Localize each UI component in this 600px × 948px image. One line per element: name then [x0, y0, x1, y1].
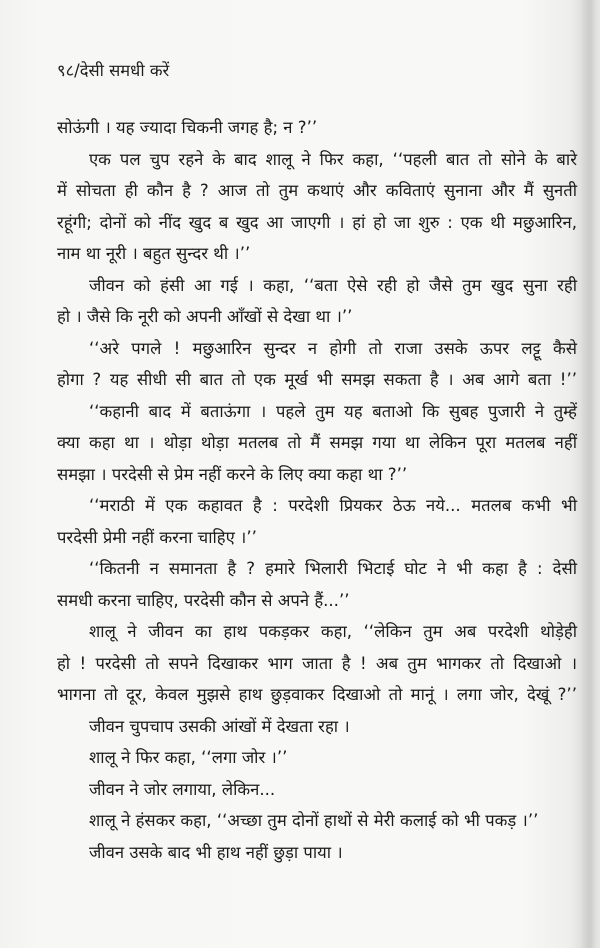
- text-line: जीवन को हंसी आ गई । कहा, ‘‘बता ऐसे रही हो जैसे तुम खुद सुना रही: [89, 275, 577, 295]
- text-line: समझा । परदेसी से प्रेम नहीं करने के लिए क्या कहा था ?’’: [57, 464, 408, 484]
- text-line: जीवन ने जोर लगाया, लेकिन...: [89, 779, 276, 799]
- text-line: भागना तो दूर, केवल मुझसे हाथ छुड़वाकर दिखाओ तो मानूं । लगा जोर, देखूं ?’’: [57, 685, 577, 704]
- page-gutter-shadow: [580, 0, 600, 948]
- text-line: होगा ? यह सीधी सी बात तो एक मूर्ख भी समझ सकता है । अब आगे बता !’’: [57, 370, 577, 389]
- body-text: [57, 112, 577, 868]
- text-line: में सोचता ही कौन है ? आज तो तुम कथाएं और कविताएं सुनाना और मैं सुनती: [57, 181, 577, 200]
- text-line: ‘‘अरे पगले ! मछुआरिन सुन्दर न होगी तो राजा उसके ऊपर लट्टू कैसे: [89, 338, 577, 358]
- text-line: नाम था नूरी । बहुत सुन्दर थी ।’’: [57, 244, 251, 263]
- text-line: क्या कहा था । थोड़ा थोड़ा मतलब तो मैं समझ गया था लेकिन पूरा मतलब नहीं: [57, 433, 577, 452]
- text-line: सोऊंगी । यह ज्यादा चिकनी जगह है; न ?’’: [57, 118, 318, 137]
- running-head: ९८/देसी समधी करें: [57, 61, 170, 80]
- text-line: ‘‘मराठी में एक कहावत है : परदेशी प्रियकर ठेऊ नये... मतलब कभी भी: [89, 496, 577, 515]
- text-line: शालू ने हंसकर कहा, ‘‘अच्छा तुम दोनों हाथों से मेरी कलाई को भी पकड़ ।’’: [89, 811, 539, 830]
- text-line: समधी करना चाहिए, परदेसी कौन से अपने हैं...’’: [57, 590, 350, 610]
- text-line: ‘‘कहानी बाद में बताऊंगा । पहले तुम यह बताओ कि सुबह पुजारी ने तुम्हें: [89, 401, 577, 421]
- text-line: एक पल चुप रहने के बाद शालू ने फिर कहा, ‘‘पहली बात तो सोने के बारे: [89, 149, 577, 169]
- text-line: रहूंगी; दोनों को नींद खुद ब खुद आ जाएगी । हां हो जा शुरु : एक थी मछुआरिन,: [57, 212, 577, 232]
- text-line: हो ! परदेसी तो सपने दिखाकर भाग जाता है ! अब तुम भागकर तो दिखाओ ।: [57, 653, 577, 673]
- text-line: शालू ने फिर कहा, ‘‘लगा जोर ।’’: [89, 748, 288, 767]
- text-line: जीवन चुपचाप उसकी आंखों में देखता रहा ।: [89, 716, 350, 736]
- text-line: परदेसी प्रेमी नहीं करना चाहिए ।’’: [57, 527, 257, 547]
- text-line: हो । जैसे कि नूरी को अपनी आँखों से देखा था ।’’: [57, 307, 353, 326]
- text-line: शालू ने जीवन का हाथ पकड़कर कहा, ‘‘लेकिन तुम अब परदेशी थोड़ेही: [89, 622, 577, 641]
- text-line: ‘‘कितनी न समानता है ? हमारे भिलारी भिटाई घोट ने भी कहा है : देसी: [89, 559, 577, 578]
- text-line: जीवन उसके बाद भी हाथ नहीं छुड़ा पाया ।: [89, 842, 343, 862]
